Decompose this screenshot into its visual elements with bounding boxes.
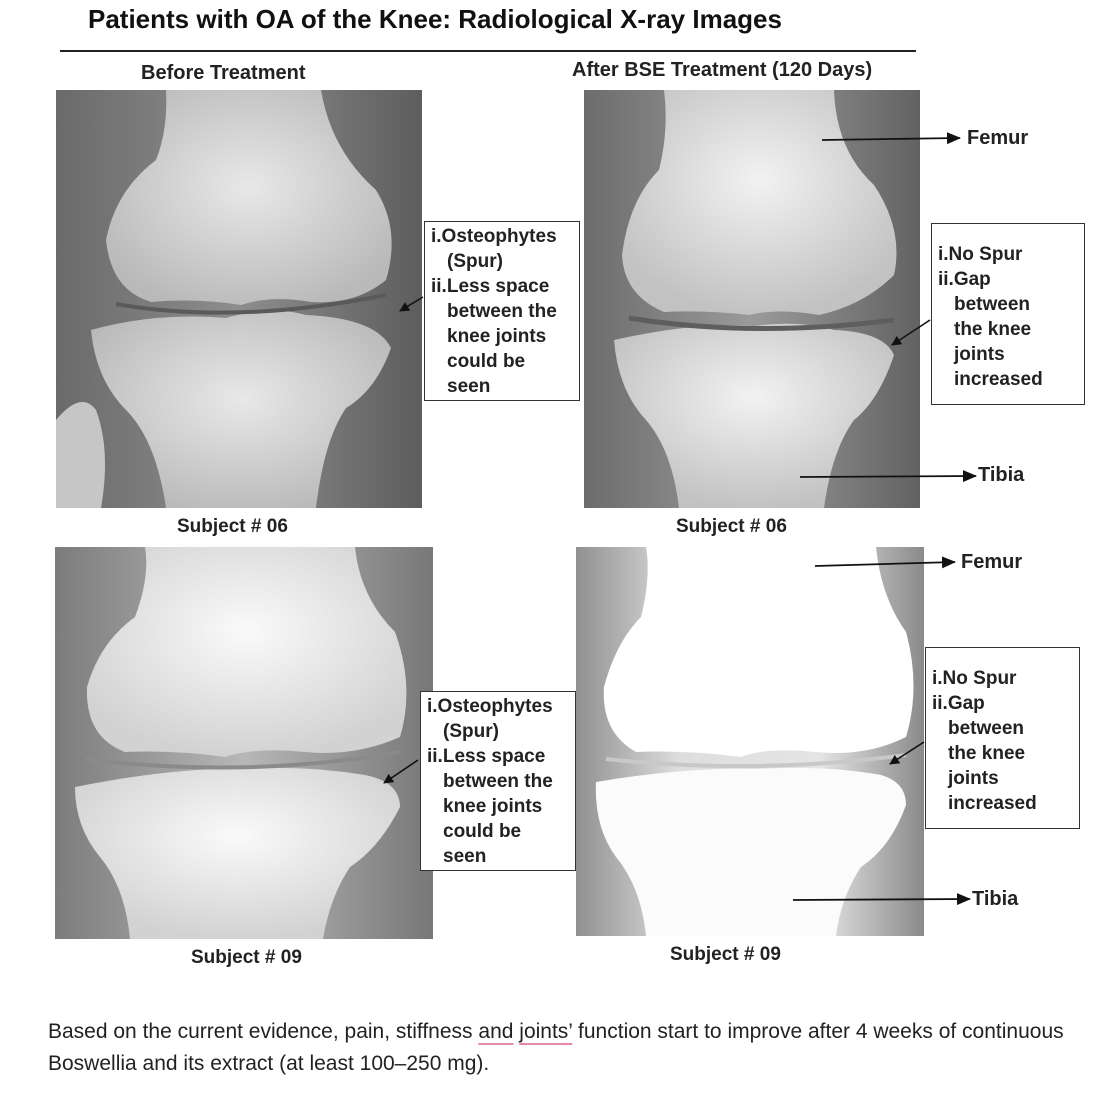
subject-label-bottom-right: Subject # 09	[670, 944, 781, 965]
annotation-line: seen	[443, 846, 487, 867]
xray-before-subject-09	[55, 547, 433, 939]
annotation-after-subject-06	[931, 223, 1085, 405]
annotation-line: knee joints	[443, 796, 543, 817]
annotation-line: between	[954, 294, 1031, 315]
annotation-line: ii.Gap	[932, 693, 985, 714]
annotation-line: ii.Gap	[938, 269, 991, 290]
annotation-line: between	[948, 718, 1025, 739]
figure-caption	[48, 1016, 1078, 1080]
tibia-label-top: Tibia	[978, 464, 1025, 486]
annotation-line: ii.Less space	[431, 276, 550, 297]
annotation-line: i.Osteophytes	[427, 696, 553, 717]
xray-after-subject-06	[584, 90, 920, 508]
annotation-line: increased	[954, 369, 1043, 390]
annotation-line: knee joints	[447, 326, 547, 347]
caption-underlined-joints: joints’	[519, 1020, 573, 1043]
tibia-label-bottom: Tibia	[972, 888, 1019, 910]
annotation-line: i.Osteophytes	[431, 226, 557, 247]
caption-text: function start to improve after 4 weeks of continuous Boswellia and its extract (at least 100–250 mg).	[48, 1020, 1064, 1075]
xray-before-subject-06	[56, 90, 422, 508]
annotation-after-subject-09	[925, 647, 1080, 829]
annotation-line: (Spur)	[443, 721, 499, 742]
annotation-line: the knee	[948, 743, 1026, 764]
annotation-line: seen	[447, 376, 491, 397]
figure-title: Patients with OA of the Knee: Radiological X-ray Images	[88, 4, 782, 34]
annotation-line: between the	[447, 301, 557, 322]
femur-label-top: Femur	[967, 127, 1029, 149]
annotation-line: could be	[447, 351, 526, 372]
annotation-line: the knee	[954, 319, 1032, 340]
subject-label-top-left: Subject # 06	[177, 516, 288, 537]
femur-label-bottom: Femur	[961, 551, 1023, 573]
caption-text: Based on the current evidence, pain, stiffness	[48, 1020, 479, 1043]
annotation-line: i.No Spur	[932, 668, 1017, 689]
xray-after-subject-09	[576, 547, 924, 936]
annotation-line: (Spur)	[447, 251, 503, 272]
annotation-line: ii.Less space	[427, 746, 546, 767]
subject-label-top-right: Subject # 06	[676, 516, 787, 537]
annotation-line: joints	[948, 768, 999, 789]
annotation-line: i.No Spur	[938, 244, 1023, 265]
annotation-before-subject-09	[420, 691, 576, 871]
annotation-before-subject-06	[424, 221, 580, 401]
annotation-line: between the	[443, 771, 553, 792]
title-divider	[60, 50, 916, 52]
subject-label-bottom-left: Subject # 09	[191, 947, 302, 968]
annotation-line: joints	[954, 344, 1005, 365]
column-heading-before: Before Treatment	[141, 62, 306, 84]
caption-underlined-and: and	[478, 1020, 514, 1043]
annotation-line: increased	[948, 793, 1037, 814]
column-heading-after: After BSE Treatment (120 Days)	[572, 59, 873, 81]
annotation-line: could be	[443, 821, 522, 842]
